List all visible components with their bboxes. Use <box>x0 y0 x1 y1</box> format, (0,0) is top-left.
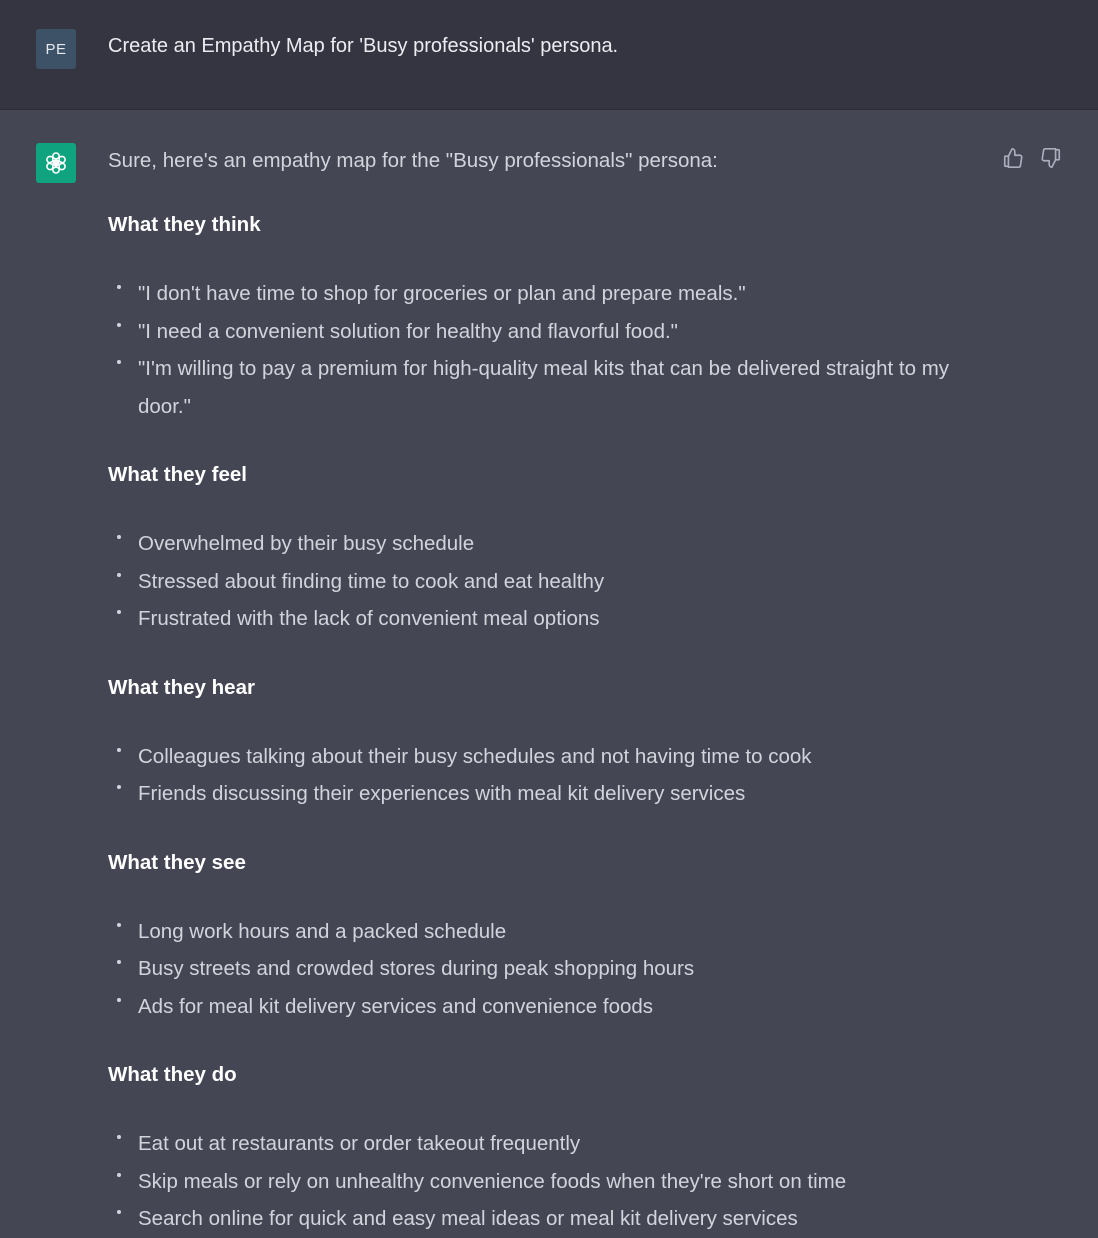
section-list-think <box>108 275 988 425</box>
list-item: Busy streets and crowded stores during peak shopping hours <box>108 950 988 988</box>
feedback-buttons <box>1002 147 1062 169</box>
list-item: Long work hours and a packed schedule <box>108 913 988 951</box>
list-item: Search online for quick and easy meal ideas or meal kit delivery services <box>108 1200 988 1238</box>
user-avatar: PE <box>36 29 76 69</box>
user-message-row <box>0 0 1098 110</box>
list-item: Stressed about finding time to cook and eat healthy <box>108 563 988 601</box>
thumbs-down-icon[interactable] <box>1040 147 1062 169</box>
thumbs-up-icon[interactable] <box>1002 147 1024 169</box>
section-title-think: What they think <box>108 213 261 236</box>
user-message-text: Create an Empathy Map for 'Busy professionals' persona. <box>108 35 619 57</box>
section-title-feel: What they feel <box>108 463 247 486</box>
assistant-message-row <box>0 110 1098 1230</box>
list-item: Colleagues talking about their busy schedules and not having time to cook <box>108 738 988 776</box>
list-item: Eat out at restaurants or order takeout frequently <box>108 1125 988 1163</box>
list-item: "I don't have time to shop for groceries or plan and prepare meals." <box>108 275 988 313</box>
section-title-hear: What they hear <box>108 675 255 699</box>
openai-logo-icon <box>43 150 69 176</box>
list-item: Overwhelmed by their busy schedule <box>108 525 988 563</box>
assistant-intro: Sure, here's an empathy map for the "Busy professionals" persona: <box>108 149 718 172</box>
list-item: Frustrated with the lack of convenient meal options <box>108 600 988 638</box>
section-list-feel <box>108 525 988 638</box>
assistant-avatar <box>36 143 76 183</box>
assistant-message-content <box>108 147 988 1238</box>
list-item: Ads for meal kit delivery services and convenience foods <box>108 988 988 1026</box>
section-list-do <box>108 1125 988 1238</box>
list-item: "I need a convenient solution for healthy and flavorful food." <box>108 313 988 351</box>
list-item: Friends discussing their experiences with meal kit delivery services <box>108 775 988 813</box>
list-item: "I'm willing to pay a premium for high-quality meal kits that can be delivered straight to my door." <box>108 350 988 425</box>
section-title-see: What they see <box>108 850 246 874</box>
list-item: Skip meals or rely on unhealthy convenience foods when they're short on time <box>108 1163 988 1201</box>
section-list-hear <box>108 738 988 813</box>
section-list-see <box>108 913 988 1026</box>
section-title-do: What they do <box>108 1063 237 1086</box>
